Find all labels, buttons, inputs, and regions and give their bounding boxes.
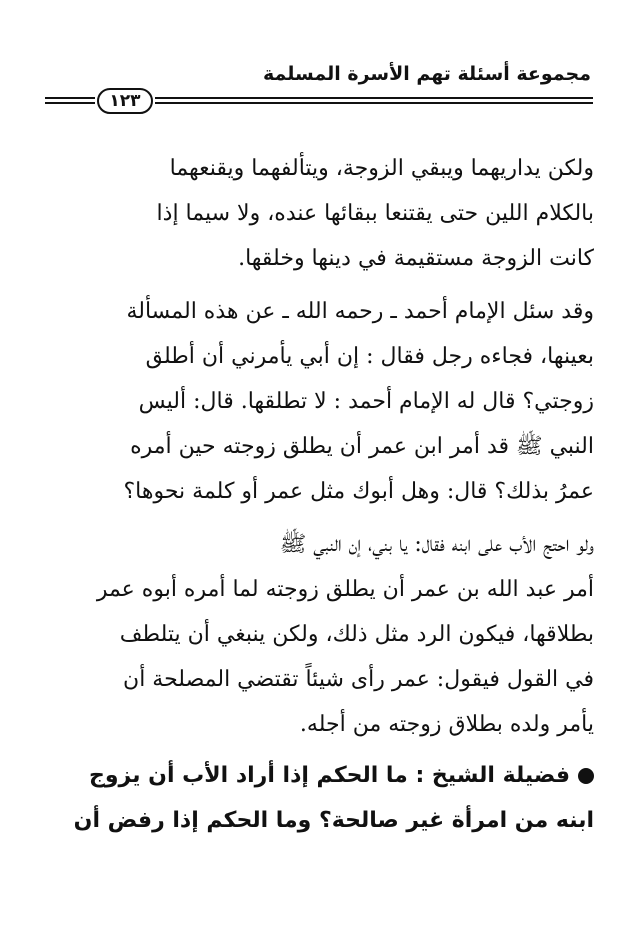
text-line: أمر عبد الله بن عمر أن يطلق زوجته لما أمره أبوه عمر xyxy=(96,577,594,602)
header-rule xyxy=(45,88,593,118)
paragraph-2 xyxy=(46,289,594,514)
text-line: زوجتي؟ قال له الإمام أحمد : لا تطلقها. قال: أليس xyxy=(138,389,594,414)
paragraph-3 xyxy=(46,522,594,747)
question-line xyxy=(46,753,594,798)
header-rule-left-line xyxy=(45,97,95,104)
text-line: ولكن يداريهما ويبقي الزوجة، ويتألفهما ويقنعهما xyxy=(169,156,594,181)
question-line: ابنه من امرأة غير صالحة؟ وما الحكم إذا رفض أن xyxy=(73,808,594,833)
paragraph-1 xyxy=(46,146,594,281)
text-line: بعينها، فجاءه رجل فقال : إن أبي يأمرني أن أطلق xyxy=(145,344,594,369)
running-title: مجموعة أسئلة تهم الأسرة المسلمة xyxy=(263,63,591,85)
text-line: كانت الزوجة مستقيمة في دينها وخلقها. xyxy=(238,246,594,271)
text-line: وقد سئل الإمام أحمد ـ رحمه الله ـ عن هذه المسألة xyxy=(126,299,594,324)
body-text xyxy=(46,146,594,843)
text-line: في القول فيقول: عمر رأى شيئاً تقتضي المصلحة أن xyxy=(123,667,594,692)
question-block xyxy=(46,753,594,843)
page-header xyxy=(45,62,593,118)
text-line: يأمر ولده بطلاق زوجته من أجله. xyxy=(299,712,594,737)
page-number: ١٢٣ xyxy=(97,88,153,114)
header-rule-right-line xyxy=(155,97,593,104)
question-line-text: فضيلة الشيخ : ما الحكم إذا أراد الأب أن يزوج xyxy=(89,763,570,788)
text-line: ولو احتج الأب على ابنه فقال: يا بني، إن النبي ﷺ xyxy=(279,532,594,557)
text-line: بطلاقها، فيكون الرد مثل ذلك، ولكن ينبغي أن يتلطف xyxy=(119,622,594,647)
text-line: بالكلام اللين حتى يقتنعا ببقائها عنده، ولا سيما إذا xyxy=(156,201,594,226)
text-line: النبي ﷺ قد أمر ابن عمر أن يطلق زوجته حين أمره xyxy=(130,434,594,459)
bullet-icon xyxy=(578,768,594,784)
text-line: عمرُ بذلك؟ قال: وهل أبوك مثل عمر أو كلمة نحوها؟ xyxy=(123,479,594,504)
